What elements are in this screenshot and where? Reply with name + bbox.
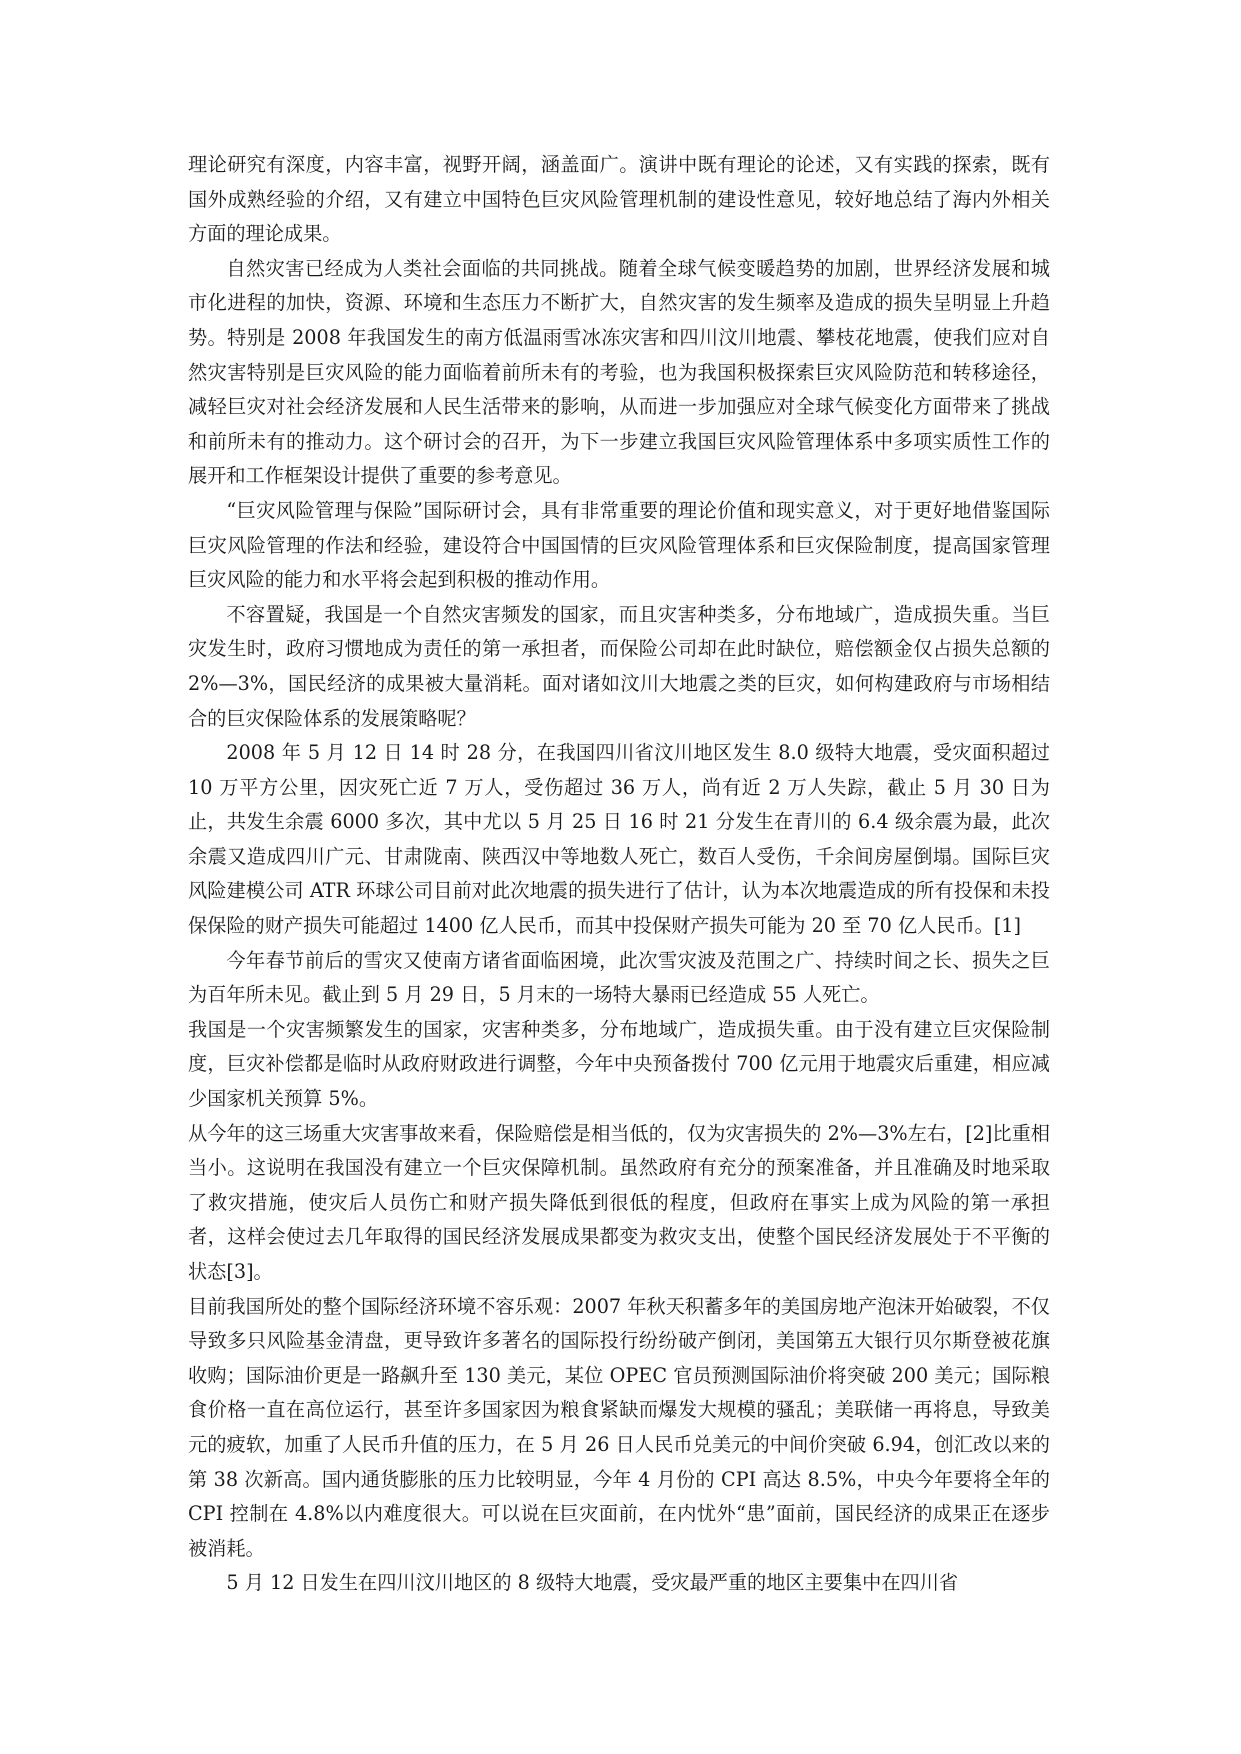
paragraph-6: 今年春节前后的雪灾又使南方诸省面临困境，此次雪灾波及范围之广、持续时间之长、损失之巨为百年所未见。截止到 5 月 29 日，5 月末的一场特大暴雨已经造成 55 人死亡。: [188, 948, 1050, 1007]
paragraph-3: “巨灾风险管理与保险”国际研讨会，具有非常重要的理论价值和现实意义，对于更好地借鉴国际巨灾风险管理的作法和经验，建设符合中国国情的巨灾风险管理体系和巨灾保险制度，提高国家管理巨灾风险的能力和水平将会起到积极的推动作用。: [188, 498, 1050, 592]
paragraph-4: 不容置疑，我国是一个自然灾害频发的国家，而且灾害种类多，分布地域广，造成损失重。当巨灾发生时，政府习惯地成为责任的第一承担者，而保险公司却在此时缺位，赔偿额金仅占损失总额的 2%—3%，国民经济的成果被大量消耗。面对诸如汶川大地震之类的巨灾，如何构建政府与市场相结合的巨灾保险体系的发展策略呢？: [188, 602, 1050, 730]
paragraph-2: 自然灾害已经成为人类社会面临的共同挑战。随着全球气候变暖趋势的加剧，世界经济发展和城市化进程的加快，资源、环境和生态压力不断扩大，自然灾害的发生频率及造成的损失呈明显上升趋势。特别是 2008 年我国发生的南方低温雨雪冰冻灾害和四川汶川地震、攀枝花地震，使我们应对自然灾害特别是巨灾风险的能力面临着前所未有的考验，也为我国积极探索巨灾风险防范和转移途径，减轻巨灾对社会经济发展和人民生活带来的影响，从而进一步加强应对全球气候变化方面带来了挑战和前所未有的推动力。这个研讨会的召开，为下一步建立我国巨灾风险管理体系中多项实质性工作的展开和工作框架设计提供了重要的参考意见。: [188, 256, 1050, 488]
paragraph-10: 5 月 12 日发生在四川汶川地区的 8 级特大地震，受灾最严重的地区主要集中在四川省: [226, 1571, 959, 1595]
document-page: [188, 148, 1050, 1601]
paragraph-5: 2008 年 5 月 12 日 14 时 28 分，在我国四川省汶川地区发生 8.0 级特大地震，受灾面积超过 10 万平方公里，因灾死亡近 7 万人，受伤超过 36 万人，尚有近 2 万人失踪，截止 5 月 30 日为止，共发生余震 6000 多次，其中尤以 5 月 25 日 16 时 21 分发生在青川的 6.4 级余震为最，此次余震又造成四川广元、甘肃陇南、陕西汉中等地数人死亡，数百人受伤，千余间房屋倒塌。国际巨灾风险建模公司 ATR 环球公司目前对此次地震的损失进行了估计，认为本次地震造成的所有投保和未投保保险的财产损失可能超过 1400 亿人民币，而其中投保财产损失可能为 20 至 70 亿人民币。[1]: [188, 741, 1050, 938]
paragraph-8: 从今年的这三场重大灾害事故来看，保险赔偿是相当低的，仅为灾害损失的 2%—3%左右，[2]比重相当小。这说明在我国没有建立一个巨灾保障机制。虽然政府有充分的预案准备，并且准确及时地采取了救灾措施，使灾后人员伤亡和财产损失降低到很低的程度，但政府在事实上成为风险的第一承担者，这样会使过去几年取得的国民经济发展成果都变为救灾支出，使整个国民经济发展处于不平衡的状态[3]。: [188, 1121, 1050, 1283]
paragraph-7: 我国是一个灾害频繁发生的国家，灾害种类多，分布地域广，造成损失重。由于没有建立巨灾保险制度，巨灾补偿都是临时从政府财政进行调整，今年中央预备拨付 700 亿元用于地震灾后重建，相应减少国家机关预算 5%。: [188, 1017, 1050, 1111]
paragraph-1: 理论研究有深度，内容丰富，视野开阔，涵盖面广。演讲中既有理论的论述，又有实践的探索，既有国外成熟经验的介绍，又有建立中国特色巨灾风险管理机制的建设性意见，较好地总结了海内外相关方面的理论成果。: [188, 153, 1050, 246]
paragraph-9: 目前我国所处的整个国际经济环境不容乐观：2007 年秋天积蓄多年的美国房地产泡沫开始破裂，不仅导致多只风险基金清盘，更导致许多著名的国际投行纷纷破产倒闭，美国第五大银行贝尔斯登被花旗收购；国际油价更是一路飙升至 130 美元，某位 OPEC 官员预测国际油价将突破 200 美元；国际粮食价格一直在高位运行，甚至许多国家因为粮食紧缺而爆发大规模的骚乱；美联储一再将息，导致美元的疲软，加重了人民币升值的压力，在 5 月 26 日人民币兑美元的中间价突破 6.94，创汇改以来的第 38 次新高。国内通货膨胀的压力比较明显，今年 4 月份的 CPI 高达 8.5%，中央今年要将全年的 CPI 控制在 4.8%以内难度很大。可以说在巨灾面前，在内忧外“患”面前，国民经济的成果正在逐步被消耗。: [188, 1294, 1050, 1560]
